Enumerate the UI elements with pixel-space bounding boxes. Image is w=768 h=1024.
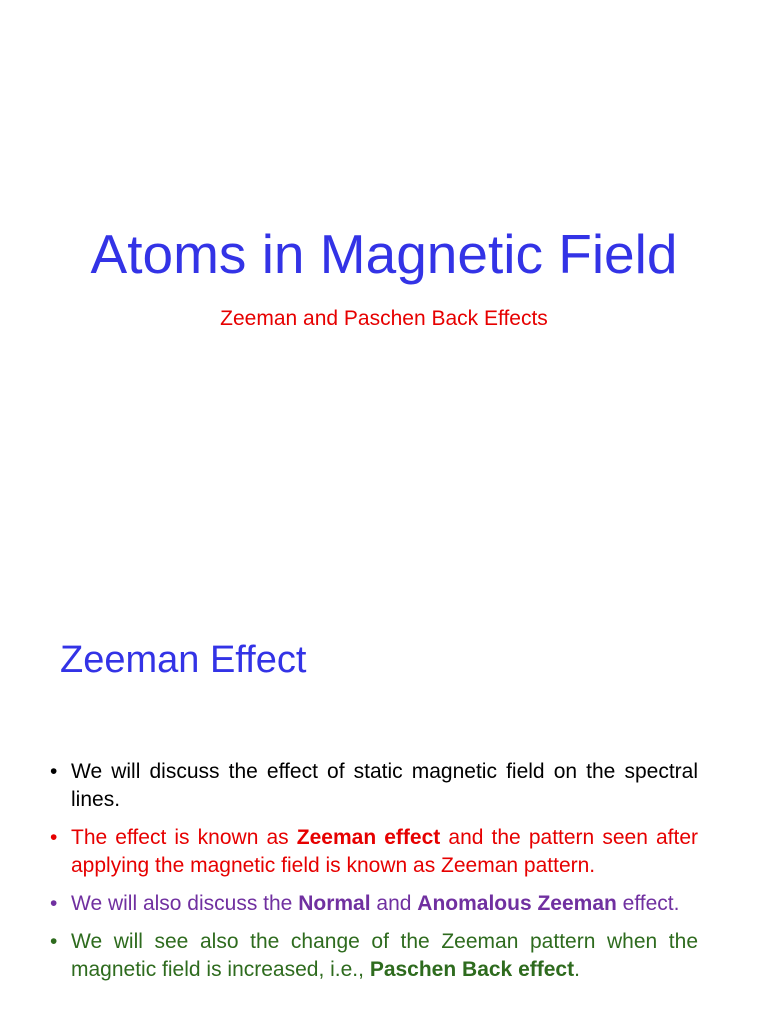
bullet-point-icon: •: [50, 826, 58, 849]
bullet-list: [50, 758, 698, 994]
bullet-point-icon: •: [50, 892, 58, 915]
bullet-point-icon: •: [50, 760, 58, 783]
bullet-text: We will also discuss the: [71, 892, 299, 915]
bullet-text: The effect is known as: [71, 826, 297, 849]
bullet-text: We will see also the change of the Zeeman pattern when the magnetic field is increased, i.e.,: [71, 930, 698, 981]
bullet-text: .: [574, 958, 580, 981]
bullet-item-paschen-back: [50, 928, 698, 984]
bullet-text: and: [370, 892, 418, 915]
bullet-item-static-field: [50, 758, 698, 814]
bullet-point-icon: •: [50, 930, 58, 953]
bullet-text: We will discuss the effect of static magnetic field on the spectral lines.: [71, 760, 698, 811]
slide-title: Atoms in Magnetic Field: [90, 223, 678, 285]
bullet-bold-term: Zeeman effect: [296, 826, 441, 849]
bullet-bold-term: Anomalous Zeeman: [417, 892, 617, 915]
bullet-text: effect.: [616, 892, 680, 915]
bullet-text: and the pattern seen after applying the magnetic field is known as Zeeman pattern.: [71, 826, 699, 877]
bullet-bold-term: Paschen Back effect: [369, 958, 575, 981]
slide-subtitle: Zeeman and Paschen Back Effects: [220, 307, 548, 330]
bullet-item-zeeman-effect: [50, 824, 698, 880]
section-heading: Zeeman Effect: [60, 639, 307, 681]
bullet-bold-term: Normal: [298, 892, 371, 915]
bullet-item-normal-anomalous: [50, 890, 698, 918]
